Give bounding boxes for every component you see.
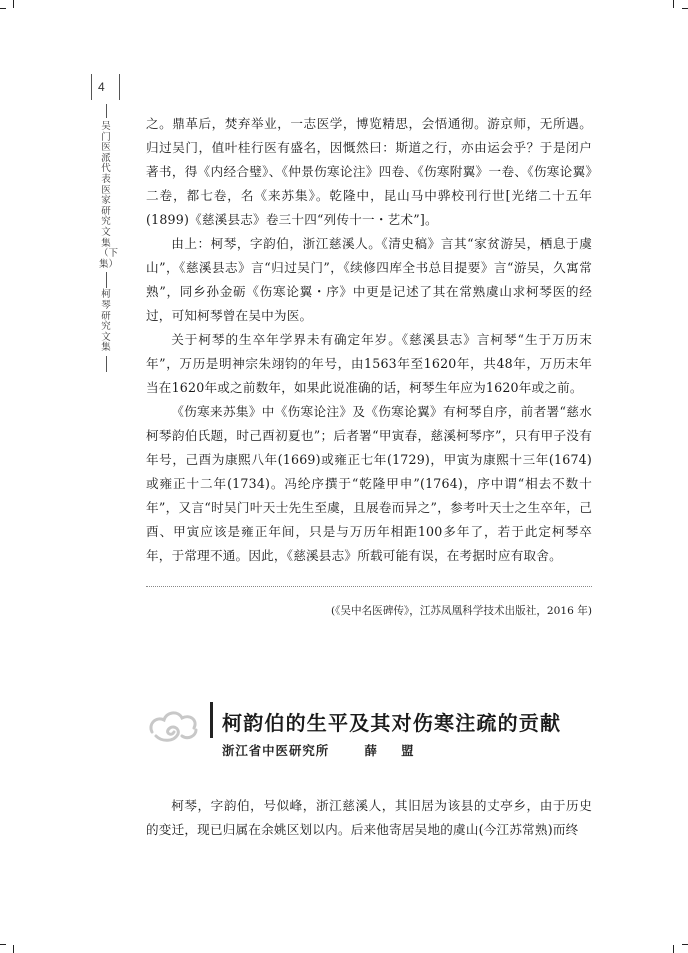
crop-mark-top-right-h (682, 8, 688, 9)
crop-mark-bottom-left-h (0, 944, 6, 945)
source-citation: (《吴中名医碑传》，江苏凤凰科学技术出版社，2016 年) (330, 605, 592, 617)
continued-paragraph: 之。鼎革后，焚弃举业，一志医学，博览精思，会悟通彻。游京师，无所遇。归过吴门，值叶桂行医有盛名，因慨然曰：斯道之行，亦由运会乎？于是闭户著书，得《内经合璧》、《仲景伤寒论注》四卷、《伤寒附翼》一卷、《伤寒论翼》二卷，都七卷，名《来苏集》。乾隆中，昆山马中骅校刊行世[光绪二十五年(1899)《慈溪县志》卷三十四“列传十一・艺术”]。 (146, 116, 592, 227)
author-name: 薛 盟 (364, 743, 424, 758)
crop-mark-top-left-v (13, 0, 14, 8)
page-number-rule-right (119, 74, 120, 100)
crop-mark-top-left-h (0, 8, 6, 9)
previous-article-body (146, 112, 592, 568)
crop-mark-bottom-right-h (682, 944, 688, 945)
author-institution: 浙江省中医研究所 (222, 743, 330, 758)
running-head-volume: 柯琴研究文集 (101, 289, 111, 354)
opening-paragraph: 柯琴，字韵伯，号似峰，浙江慈溪人，其旧居为该县的丈亭乡，由于历史的变迁，现已归属在余姚区划以内。后来他寄居吴地的虞山(今江苏常熟)而终 (146, 798, 592, 837)
running-head (99, 121, 119, 374)
crop-mark-top-right-v (673, 0, 674, 8)
running-head-separator (106, 272, 107, 288)
page-number-rule-left (91, 74, 92, 100)
crop-mark-bottom-right-v (673, 945, 674, 953)
article-title: 柯韵伯的生平及其对伤寒注疏的贡献 (222, 711, 562, 735)
paragraph-prefaces: 《伤寒来苏集》中《伤寒论注》及《伤寒论翼》有柯琴自序，前者署“慈水柯琴韵伯氏题，时己酉初夏也”；后者署“甲寅春，慈溪柯琴序”，只有甲子没有年号，己酉为康熙八年(1669)或雍正七年(1729)，甲寅为康熙十三年(1674)或雍正十二年(1734)。冯纶序撰于“乾隆甲申”(1764)，序中谓“相去不数十年”，又言“时吴门叶天士先生至虞，且展卷而异之”，参考叶天士之生卒年，己酉、甲寅应该是雍正年间，只是与万历年相距100多年了，若于此定柯琴卒年，于常理不通。因此，《慈溪县志》所载可能有误，在考据时应有取舍。 (146, 404, 592, 563)
cloud-swirl-logo (146, 706, 202, 746)
running-head-end-rule (106, 356, 107, 372)
title-accent-bar (210, 702, 213, 738)
paragraph-birth-year: 关于柯琴的生卒年学界未有确定年岁。《慈溪县志》言柯琴“生于万历末年”，万历是明神宗朱翊钧的年号，由1563年至1620年，共48年，万历末年当在1620年或之前数年，如果此说准确的话，柯琴生年应为1620年或之前。 (146, 332, 592, 395)
running-head-rule (106, 104, 107, 118)
paragraph-origin: 由上：柯琴，字韵伯，浙江慈溪人。《清史稿》言其“家贫游吴，栖息于虞山”，《慈溪县志》言“归过吴门”，《续修四库全书总目提要》言“游吴，久寓常熟”，同乡孙金砺《伤寒论翼・序》中更是记述了其在常熟虞山求柯琴医的经过，可知柯琴曾在吴中为医。 (146, 236, 592, 323)
crop-mark-bottom-left-v (13, 945, 14, 953)
source-divider (146, 586, 592, 587)
byline (222, 741, 424, 759)
article-body (146, 794, 592, 842)
running-head-series: 吴门医派代表医家研究文集（下集） (99, 121, 119, 270)
page-number: 4 (98, 80, 105, 94)
